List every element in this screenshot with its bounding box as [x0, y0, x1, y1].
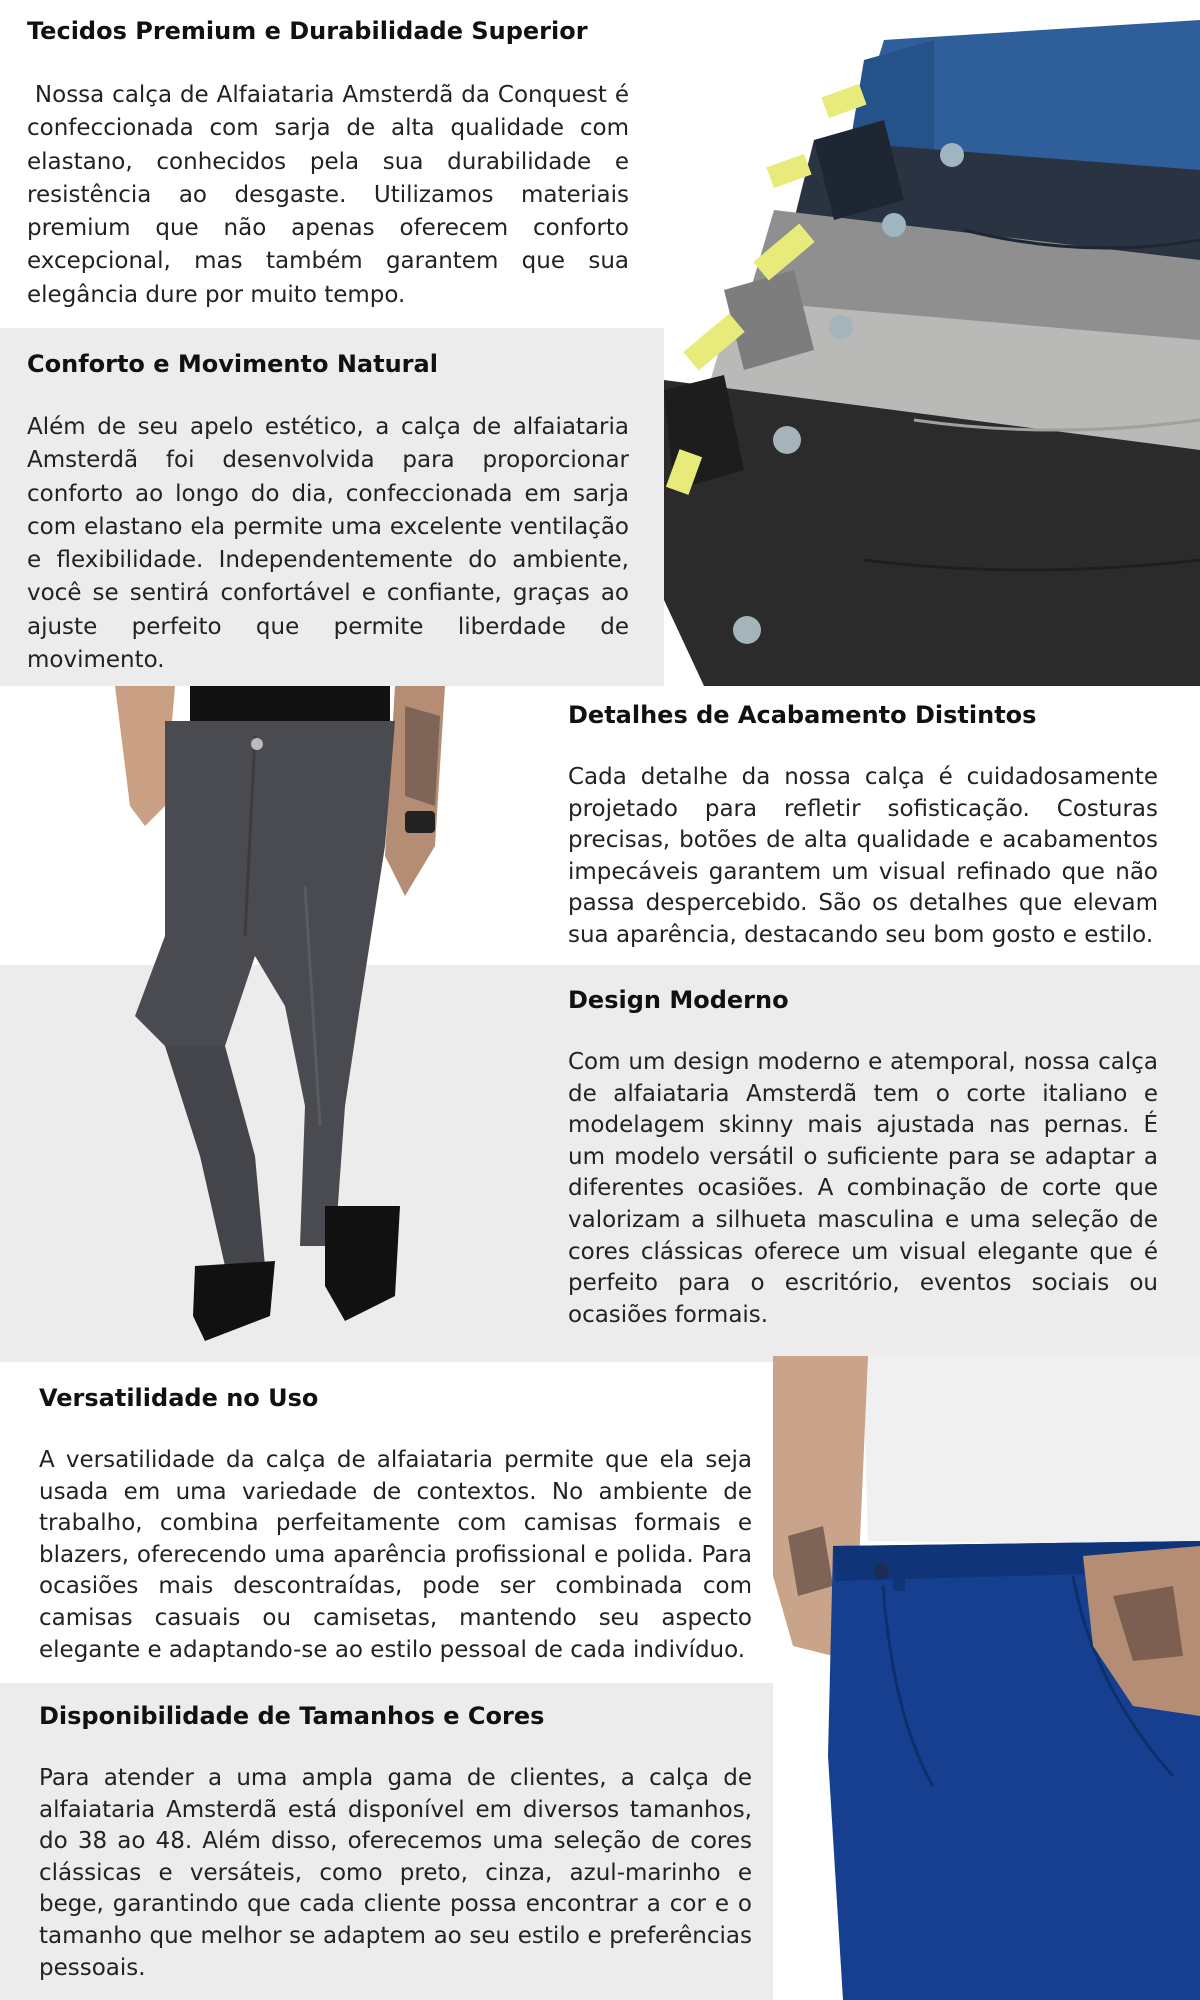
section-title: Detalhes de Acabamento Distintos: [568, 701, 1037, 729]
section-title: Disponibilidade de Tamanhos e Cores: [39, 1702, 545, 1730]
section-title: Design Moderno: [568, 986, 789, 1014]
section-versatilidade: [39, 1383, 752, 1666]
section-body: Para atender a uma ampla gama de clientes, a calça de alfaiataria Amsterdã está disponível em diversos tamanhos, do 38 ao 48. Além disso, oferecemos uma seleção de cores clássicas e versáteis, como preto, cinza, azul-marinho e bege, garantindo que cada cliente possa encontrar a cor e o tamanho que melhor se adaptem ao seu estilo e preferências pessoais.: [39, 1765, 752, 1981]
blue-pants-illustration: [773, 1356, 1200, 2000]
section-title: Tecidos Premium e Durabilidade Superior: [27, 17, 588, 45]
section-body: Além de seu apelo estético, a calça de alfaiataria Amsterdã foi desenvolvida para proporcionar conforto ao longo do dia, confeccionada em sarja com elastano ela permite uma excelente ventilação e flexibilidade. Independentemente do ambiente, você se sentirá confortável e confiante, graças ao ajuste perfeito que permite liberdade de movimento.: [27, 414, 629, 674]
gray-pants-illustration: [105, 686, 465, 1354]
section-conforto: [27, 349, 629, 677]
folded-pants-photo: [664, 0, 1200, 686]
section-title: Versatilidade no Uso: [39, 1384, 319, 1412]
section-design: [568, 985, 1158, 1331]
section-body: Cada detalhe da nossa calça é cuidadosamente projetado para refletir sofisticação. Costuras precisas, botões de alta qualidade e acabamentos impecáveis garantem um visual refinado que não passa despercebido. São os detalhes que elevam sua aparência, destacando seu bom gosto e estilo.: [568, 764, 1158, 948]
gray-pants-model-photo: [105, 686, 465, 1354]
section-body: Com um design moderno e atemporal, nossa calça de alfaiataria Amsterdã tem o corte italiano e modelagem skinny mais ajustada nas pernas. É um modelo versátil o suficiente para se adaptar a diferentes ocasiões. A combinação de corte que valorizam a silhueta masculina e uma seleção de cores clássicas oferece um visual elegante que é perfeito para o escritório, eventos sociais ou ocasiões formais.: [568, 1049, 1158, 1328]
section-detalhes: [568, 700, 1158, 952]
section-body: Nossa calça de Alfaiataria Amsterdã da Conquest é confeccionada com sarja de alta qualidade com elastano, conhecidos pela sua durabilidade e resistência ao desgaste. Utilizamos materiais premium que não apenas oferecem conforto excepcional, mas também garantem que sua elegância dure por muito tempo.: [27, 82, 637, 308]
folded-pants-illustration: [664, 0, 1200, 686]
section-tecidos: [27, 16, 637, 312]
section-title: Conforto e Movimento Natural: [27, 350, 438, 378]
section-body: A versatilidade da calça de alfaiataria permite que ela seja usada em uma variedade de contextos. No ambiente de trabalho, combina perfeitamente com camisas formais e blazers, oferecendo uma aparência profissional e polida. Para ocasiões mais descontraídas, pode ser combinada com camisas casuais ou camisetas, mantendo seu aspecto elegante e adaptando-se ao estilo pessoal de cada indivíduo.: [39, 1447, 752, 1663]
section-disponibilidade: [39, 1701, 752, 1984]
blue-pants-model-photo: [773, 1356, 1200, 2000]
